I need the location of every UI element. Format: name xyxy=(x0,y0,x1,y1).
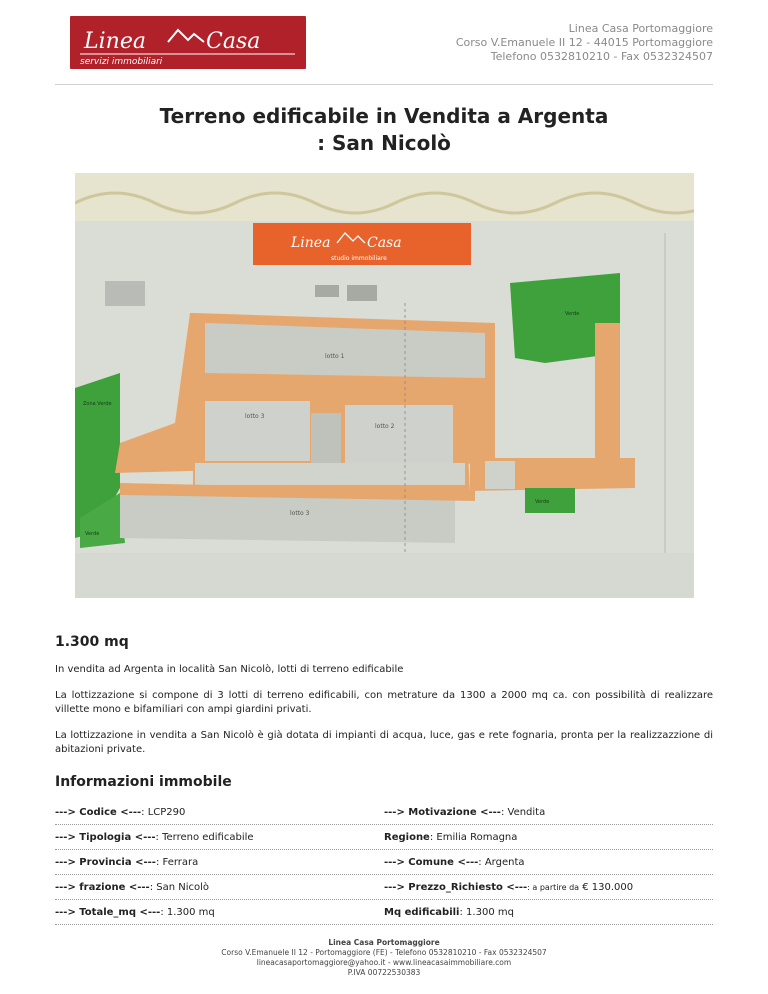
logo-brand-right: Casa xyxy=(206,29,261,54)
sign-subtitle: studio immobiliare xyxy=(331,255,387,262)
description-paragraph: In vendita ad Argenta in località San Nicolò, lotti di terreno edificabile xyxy=(55,664,404,675)
info-cell-comune xyxy=(384,857,713,868)
info-heading: Informazioni immobile xyxy=(55,774,232,790)
header-divider xyxy=(55,84,713,85)
agency-header xyxy=(456,22,713,64)
info-cell-motivazione xyxy=(384,807,713,818)
company-logo[interactable] xyxy=(70,16,306,69)
info-label: ---> Provincia <--- xyxy=(55,856,156,868)
lot-bottom-label: lotto 3 xyxy=(290,510,310,517)
info-cell-regione xyxy=(384,832,713,843)
lot-1-label: lotto 1 xyxy=(325,353,345,360)
info-cell-totale-mq xyxy=(55,907,384,918)
info-value: : San Nicolò xyxy=(149,881,209,893)
green-label-right: Verde xyxy=(565,311,580,317)
info-label: ---> Codice <--- xyxy=(55,806,142,818)
agency-name: Linea Casa Portomaggiore xyxy=(568,22,713,35)
lot-2-inner xyxy=(345,405,453,465)
sign-brand-right: Casa xyxy=(367,235,402,251)
footer-agency-name: Linea Casa Portomaggiore xyxy=(328,938,440,947)
info-row xyxy=(55,800,713,825)
info-label: ---> frazione <--- xyxy=(55,881,150,893)
green-label-left: Zona Verde xyxy=(83,401,112,407)
lot-3-label: lotto 3 xyxy=(245,413,265,420)
info-cell-codice xyxy=(55,807,384,818)
info-row xyxy=(55,875,713,900)
info-value-prefix: : a partire da xyxy=(527,882,580,892)
green-label-bottom-left: Verde xyxy=(85,531,100,537)
price-heading: 1.300 mq xyxy=(55,634,129,650)
description-paragraph: La lottizzazione in vendita a San Nicolò è già dotata di impianti di acqua, luce, gas e rete fognaria, pronta per la realizzazzione di abitazioni private. xyxy=(55,729,713,755)
info-cell-mq-edificabili xyxy=(384,907,713,918)
info-cell-provincia xyxy=(55,857,384,868)
sign-brand-left: Linea xyxy=(291,235,331,251)
info-cell-prezzo xyxy=(384,882,713,893)
info-label: Mq edificabili xyxy=(384,906,460,918)
info-label: Regione xyxy=(384,831,430,843)
info-cell-tipologia xyxy=(55,832,384,843)
info-label: ---> Totale_mq <--- xyxy=(55,906,161,918)
info-value: : 1.300 mq xyxy=(160,906,215,918)
description-paragraph: La lottizzazione si compone di 3 lotti di terreno edificabili, con metrature da 1300 a 2000 mq ca. con possibilità di realizzare villette mono e bifamiliari con ampi giardini privati. xyxy=(55,689,713,715)
info-value: : Terreno edificabile xyxy=(155,831,254,843)
info-cell-frazione xyxy=(55,882,384,893)
footer-address: Corso V.Emanuele II 12 - Portomaggiore (FE) - Telefono 0532810210 - Fax 0532324507 xyxy=(221,948,547,957)
info-label: ---> Tipologia <--- xyxy=(55,831,156,843)
footer-vat: P.IVA 00722530383 xyxy=(347,968,421,977)
info-value: : LCP290 xyxy=(141,806,186,818)
agency-address: Corso V.Emanuele II 12 - 44015 Portomaggiore xyxy=(455,36,713,49)
title-line-2: : San Nicolò xyxy=(317,131,451,155)
listing-description xyxy=(55,663,713,769)
info-table xyxy=(55,800,713,925)
info-row xyxy=(55,825,713,850)
logo-tagline: servizi immobiliari xyxy=(80,57,163,67)
info-value: € 130.000 xyxy=(579,881,634,893)
agency-phone: Telefono 0532810210 - Fax 0532324507 xyxy=(490,50,713,63)
title-line-1: Terreno edificabile in Vendita a Argenta xyxy=(159,104,609,128)
logo-brand-left: Linea xyxy=(84,29,146,54)
info-row xyxy=(55,850,713,875)
green-area-small xyxy=(525,488,575,513)
green-label-small: Verde xyxy=(535,499,550,505)
info-value: : Emilia Romagna xyxy=(429,831,518,843)
lot-2-label: lotto 2 xyxy=(375,423,395,430)
lot-3-inner xyxy=(205,401,310,461)
info-value: : Ferrara xyxy=(155,856,199,868)
lot-bottom xyxy=(120,493,455,543)
house-roof-icon xyxy=(168,30,204,42)
info-label: ---> Prezzo_Richiesto <--- xyxy=(384,881,528,893)
info-label: ---> Comune <--- xyxy=(384,856,479,868)
info-label: ---> Motivazione <--- xyxy=(384,806,501,818)
listing-title xyxy=(55,103,713,157)
info-value: : 1.300 mq xyxy=(459,906,514,918)
info-value: : Vendita xyxy=(500,806,546,818)
footer-contacts[interactable]: lineacasaportomaggiore@yahoo.it - www.lineacasaimmobiliare.com xyxy=(256,958,512,967)
info-value: : Argenta xyxy=(478,856,525,868)
info-row xyxy=(55,900,713,925)
property-photo[interactable] xyxy=(75,173,694,598)
page-footer xyxy=(0,938,768,978)
